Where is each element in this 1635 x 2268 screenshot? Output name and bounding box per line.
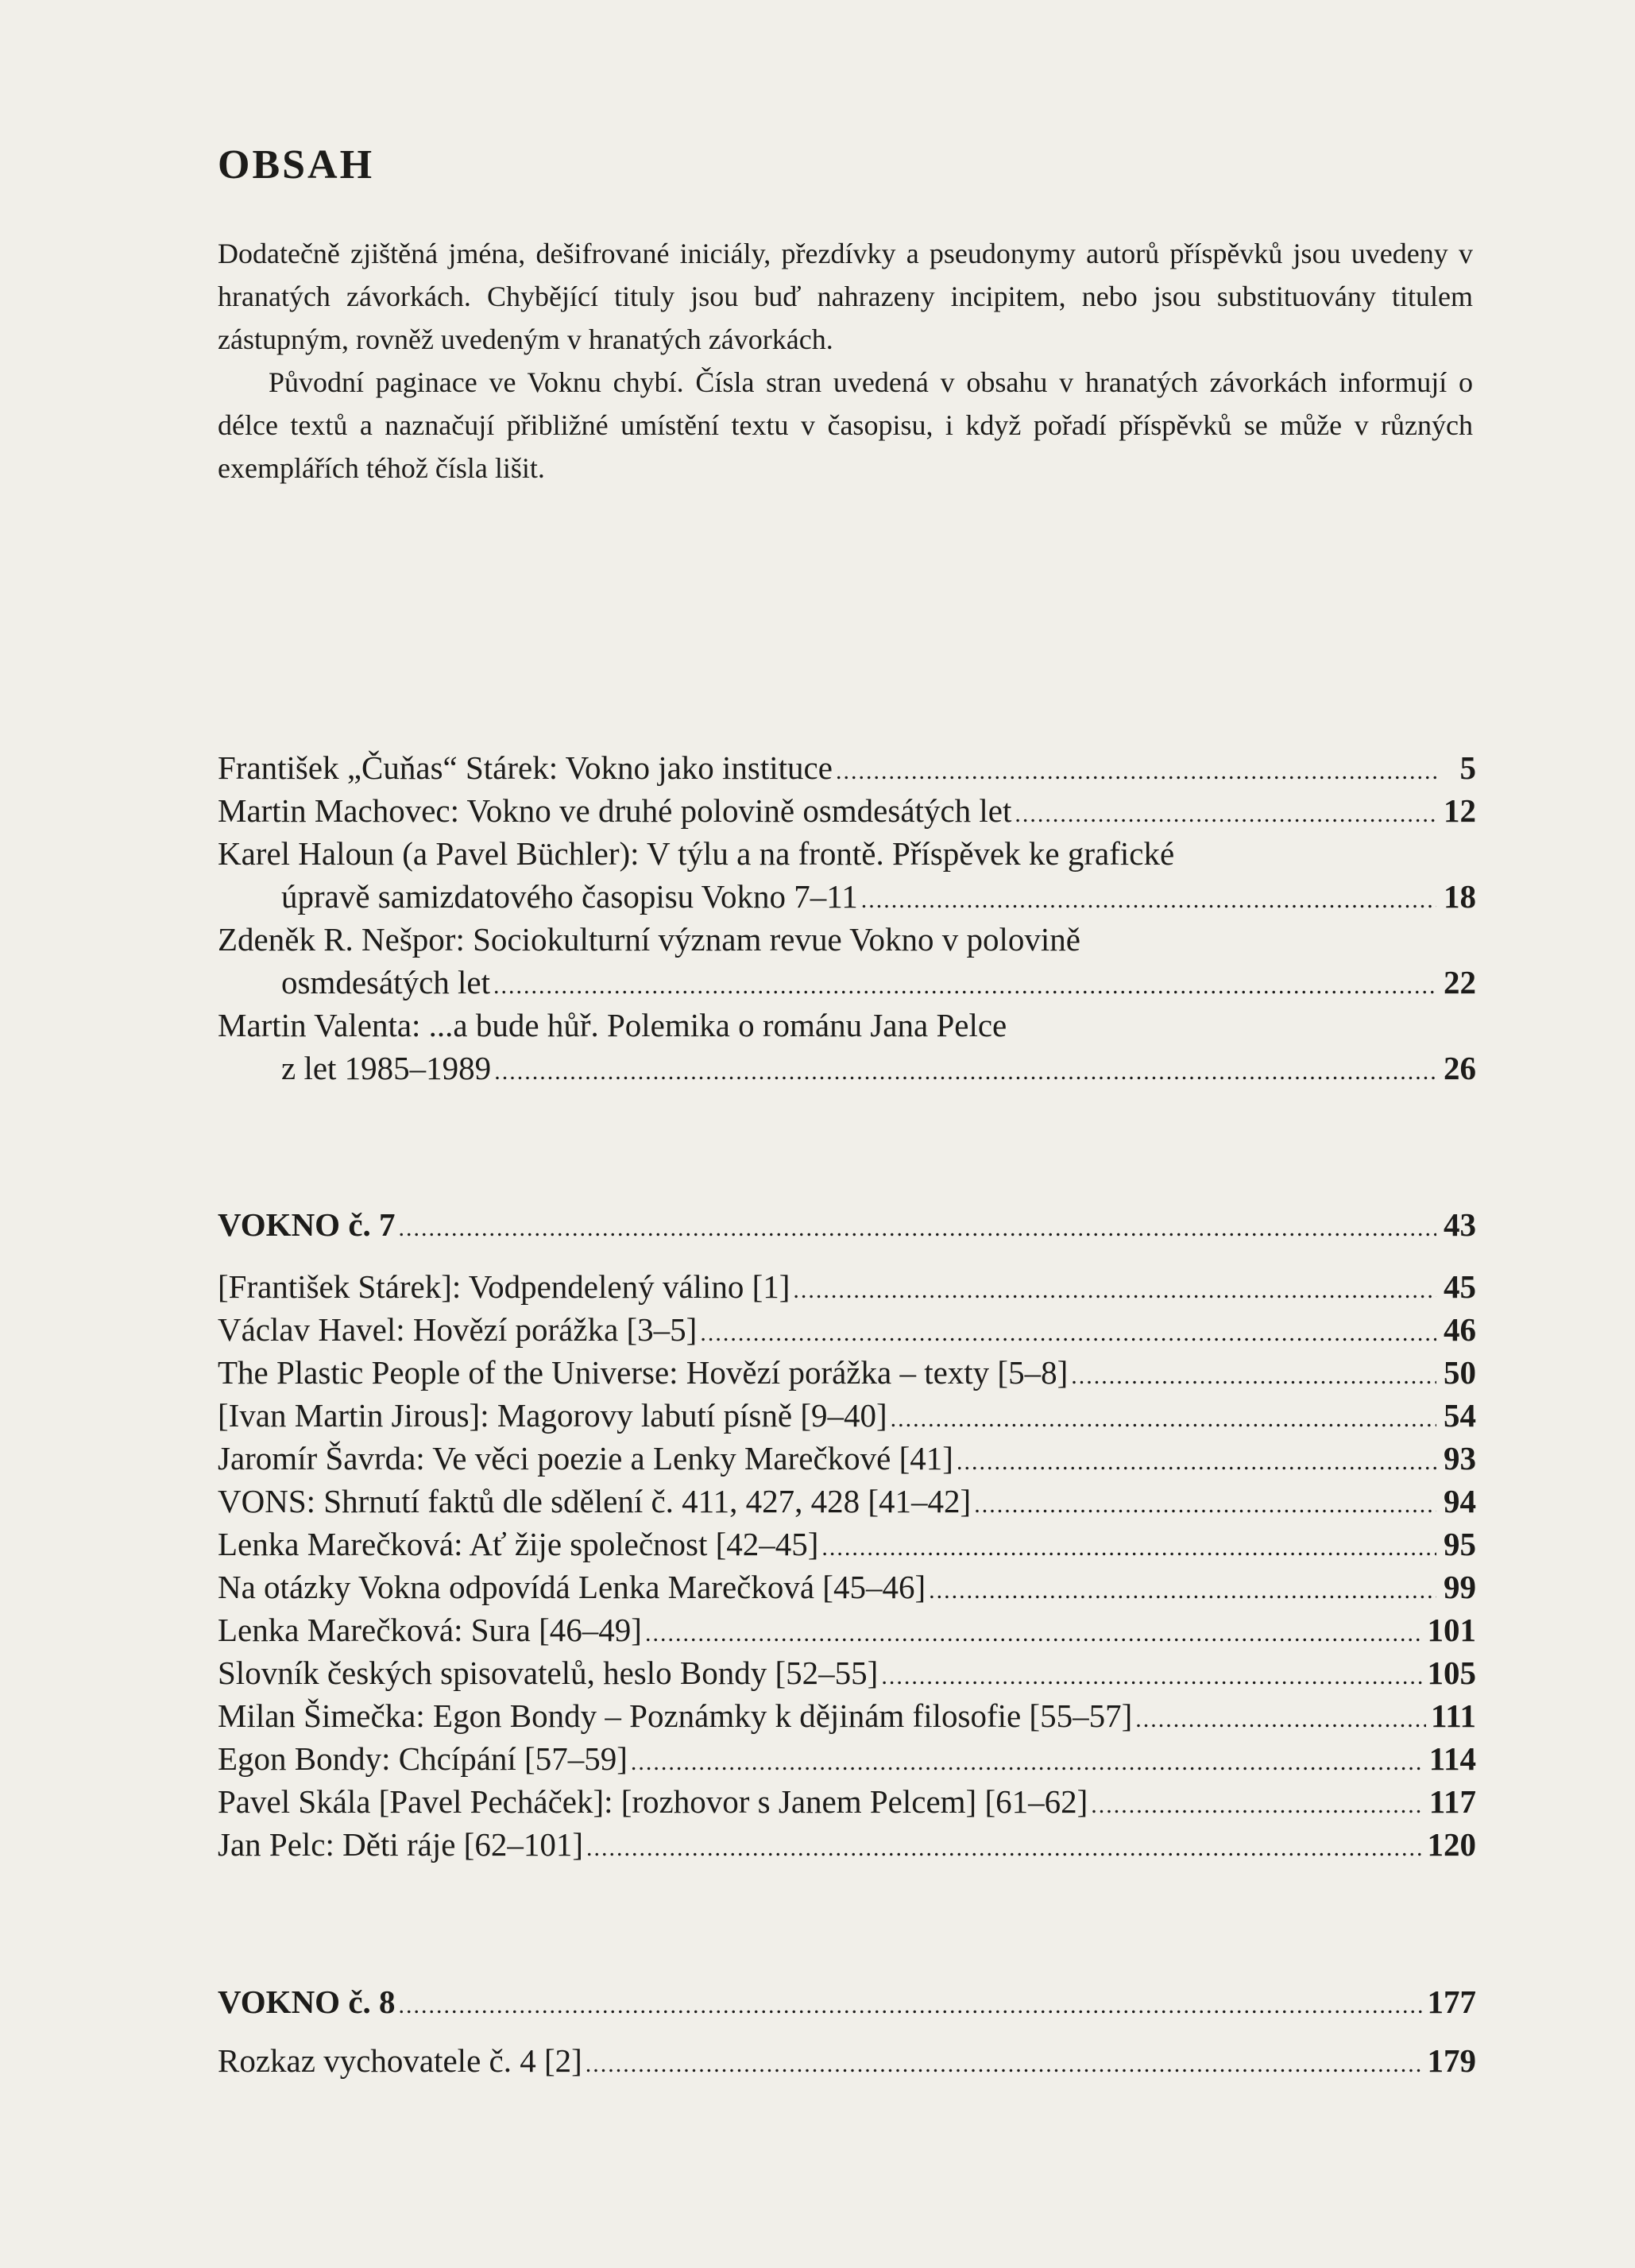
toc-entry[interactable] [218,1780,1476,1823]
entry-title-line-2: z let 1985–1989 [281,1050,492,1086]
entry-page: 94 [1444,1483,1476,1519]
section-heading[interactable] [218,1980,1476,2023]
entry-title-line-1: Martin Valenta: ...a bude hůř. Polemika o románu Jana Pelce [218,1007,1007,1043]
toc-entry[interactable] [218,1608,1476,1651]
entry-title: Slovník českých spisovatelů, heslo Bondy [52–55] [218,1655,879,1691]
leader-dots [881,1655,1422,1698]
entry-title-line-2: osmdesátých let [281,964,491,1000]
entry-page: 18 [1444,878,1476,915]
section-title: VOKNO č. 7 [218,1206,396,1243]
entry-page: 99 [1444,1569,1476,1605]
toc-entry[interactable] [218,1566,1476,1608]
toc-entry[interactable] [218,1004,1476,1089]
leader-dots [494,1051,1436,1093]
leader-dots [821,1527,1436,1569]
intro-paragraph-2: Původní paginace ve Voknu chybí. Čísla stran uvedená v obsahu v hranatých závorkách informují o délce textů a naznačují přibližné umístění textu v časopisu, i když pořadí příspěvků se může v různých exemplářích téhož čísla lišit. [218,366,1473,484]
entry-page: 22 [1444,964,1476,1000]
entry-page: 95 [1444,1526,1476,1562]
leader-dots [861,879,1436,922]
entry-title: Egon Bondy: Chcípání [57–59] [218,1740,628,1777]
entry-title: Jan Pelc: Děti ráje [62–101] [218,1826,583,1863]
entry-page: 5 [1459,749,1476,786]
leader-dots [493,965,1436,1008]
entry-page: 105 [1427,1655,1476,1691]
entry-title: František „Čuňas“ Stárek: Vokno jako instituce [218,749,833,786]
toc-entry[interactable] [218,746,1476,789]
entry-title: Milan Šimečka: Egon Bondy – Poznámky k dějinám filosofie [55–57] [218,1697,1133,1734]
leader-dots [891,1398,1436,1441]
section-page: 43 [1444,1206,1476,1243]
toc-entry[interactable] [218,1694,1476,1737]
entry-title: Rozkaz vychovatele č. 4 [2] [218,2042,582,2079]
entry-title: Lenka Marečková: Sura [46–49] [218,1612,642,1648]
entry-title-line-1: Karel Haloun (a Pavel Büchler): V týlu a na frontě. Příspěvek ke grafické [218,835,1175,872]
entry-title: Lenka Marečková: Ať žije společnost [42–45] [218,1526,819,1562]
toc-entry[interactable] [218,1523,1476,1566]
toc-entry[interactable] [218,918,1476,1004]
toc-entry[interactable] [218,1308,1476,1351]
entry-page: 26 [1444,1050,1476,1086]
entry-page: 117 [1428,1783,1476,1820]
section-heading[interactable] [218,1203,1476,1246]
entry-page: 54 [1444,1397,1476,1434]
page-title: OBSAH [218,142,375,188]
toc-section-8-entries [218,2039,1476,2082]
toc-entry[interactable] [218,2039,1476,2082]
leader-dots [1015,793,1436,836]
entry-page: 93 [1444,1440,1476,1477]
entry-page: 114 [1428,1740,1476,1777]
leader-dots [793,1269,1436,1312]
entry-title-line-1: Zdeněk R. Nešpor: Sociokulturní význam revue Vokno v polovině [218,921,1080,958]
toc-entry[interactable] [218,789,1476,832]
entry-title-line-2: úpravě samizdatového časopisu Vokno 7–11 [281,878,858,915]
toc-entry[interactable] [218,1651,1476,1694]
leader-dots [957,1441,1436,1484]
leader-dots [586,1827,1423,1870]
entry-title: Jaromír Šavrda: Ve věci poezie a Lenky Marečkové [41] [218,1440,953,1477]
leader-dots [1071,1355,1436,1398]
section-title: VOKNO č. 8 [218,1984,396,2020]
entry-page: 120 [1427,1826,1476,1863]
intro-text [218,232,1473,490]
toc-entry[interactable] [218,1265,1476,1308]
leader-dots [399,1207,1436,1250]
entry-title: [Ivan Martin Jirous]: Magorovy labutí písně [9–40] [218,1397,887,1434]
entry-page: 179 [1427,2042,1476,2079]
entry-page: 101 [1427,1612,1476,1648]
leader-dots [631,1741,1424,1784]
entry-page: 12 [1444,792,1476,829]
toc-entry[interactable] [218,1823,1476,1866]
entry-title: The Plastic People of the Universe: Hovězí porážka – texty [5–8] [218,1354,1069,1391]
toc-essays [218,746,1476,1089]
toc-entry[interactable] [218,832,1476,918]
toc-entry[interactable] [218,1351,1476,1394]
leader-dots [399,1984,1423,2027]
leader-dots [700,1312,1436,1355]
entry-title: Na otázky Vokna odpovídá Lenka Marečková [45–46] [218,1569,926,1605]
entry-page: 50 [1444,1354,1476,1391]
entry-page: 45 [1444,1268,1476,1305]
leader-dots [929,1569,1436,1612]
entry-title: Pavel Skála [Pavel Pecháček]: [rozhovor s Janem Pelcem] [61–62] [218,1783,1088,1820]
toc-entry[interactable] [218,1394,1476,1437]
leader-dots [1135,1698,1426,1741]
entry-page: 46 [1444,1311,1476,1348]
toc-entry[interactable] [218,1437,1476,1480]
toc-section-7-entries [218,1265,1476,1866]
entry-title: VONS: Shrnutí faktů dle sdělení č. 411, 427, 428 [41–42] [218,1483,972,1519]
section-page: 177 [1427,1984,1476,2020]
leader-dots [836,750,1436,793]
leader-dots [586,2043,1423,2086]
toc-entry[interactable] [218,1737,1476,1780]
leader-dots [974,1484,1436,1527]
intro-paragraph-1: Dodatečně zjištěná jména, dešifrované iniciály, přezdívky a pseudonymy autorů příspěvků jsou uvedeny v hranatých závorkách. Chybějící tituly jsou buď nahrazeny incipitem, nebo jsou substituovány titulem zástupným, rovněž uvedeným v hranatých závorkách. [218,238,1473,355]
entry-page: 111 [1431,1697,1476,1734]
leader-dots [645,1612,1423,1655]
entry-title: [František Stárek]: Vodpendelený válino [1] [218,1268,790,1305]
entry-title: Václav Havel: Hovězí porážka [3–5] [218,1311,698,1348]
entry-title: Martin Machovec: Vokno ve druhé polovině osmdesátých let [218,792,1012,829]
toc-entry[interactable] [218,1480,1476,1523]
toc-section-8-heading [218,1980,1476,2023]
toc-section-7-heading [218,1203,1476,1246]
leader-dots [1091,1784,1424,1827]
